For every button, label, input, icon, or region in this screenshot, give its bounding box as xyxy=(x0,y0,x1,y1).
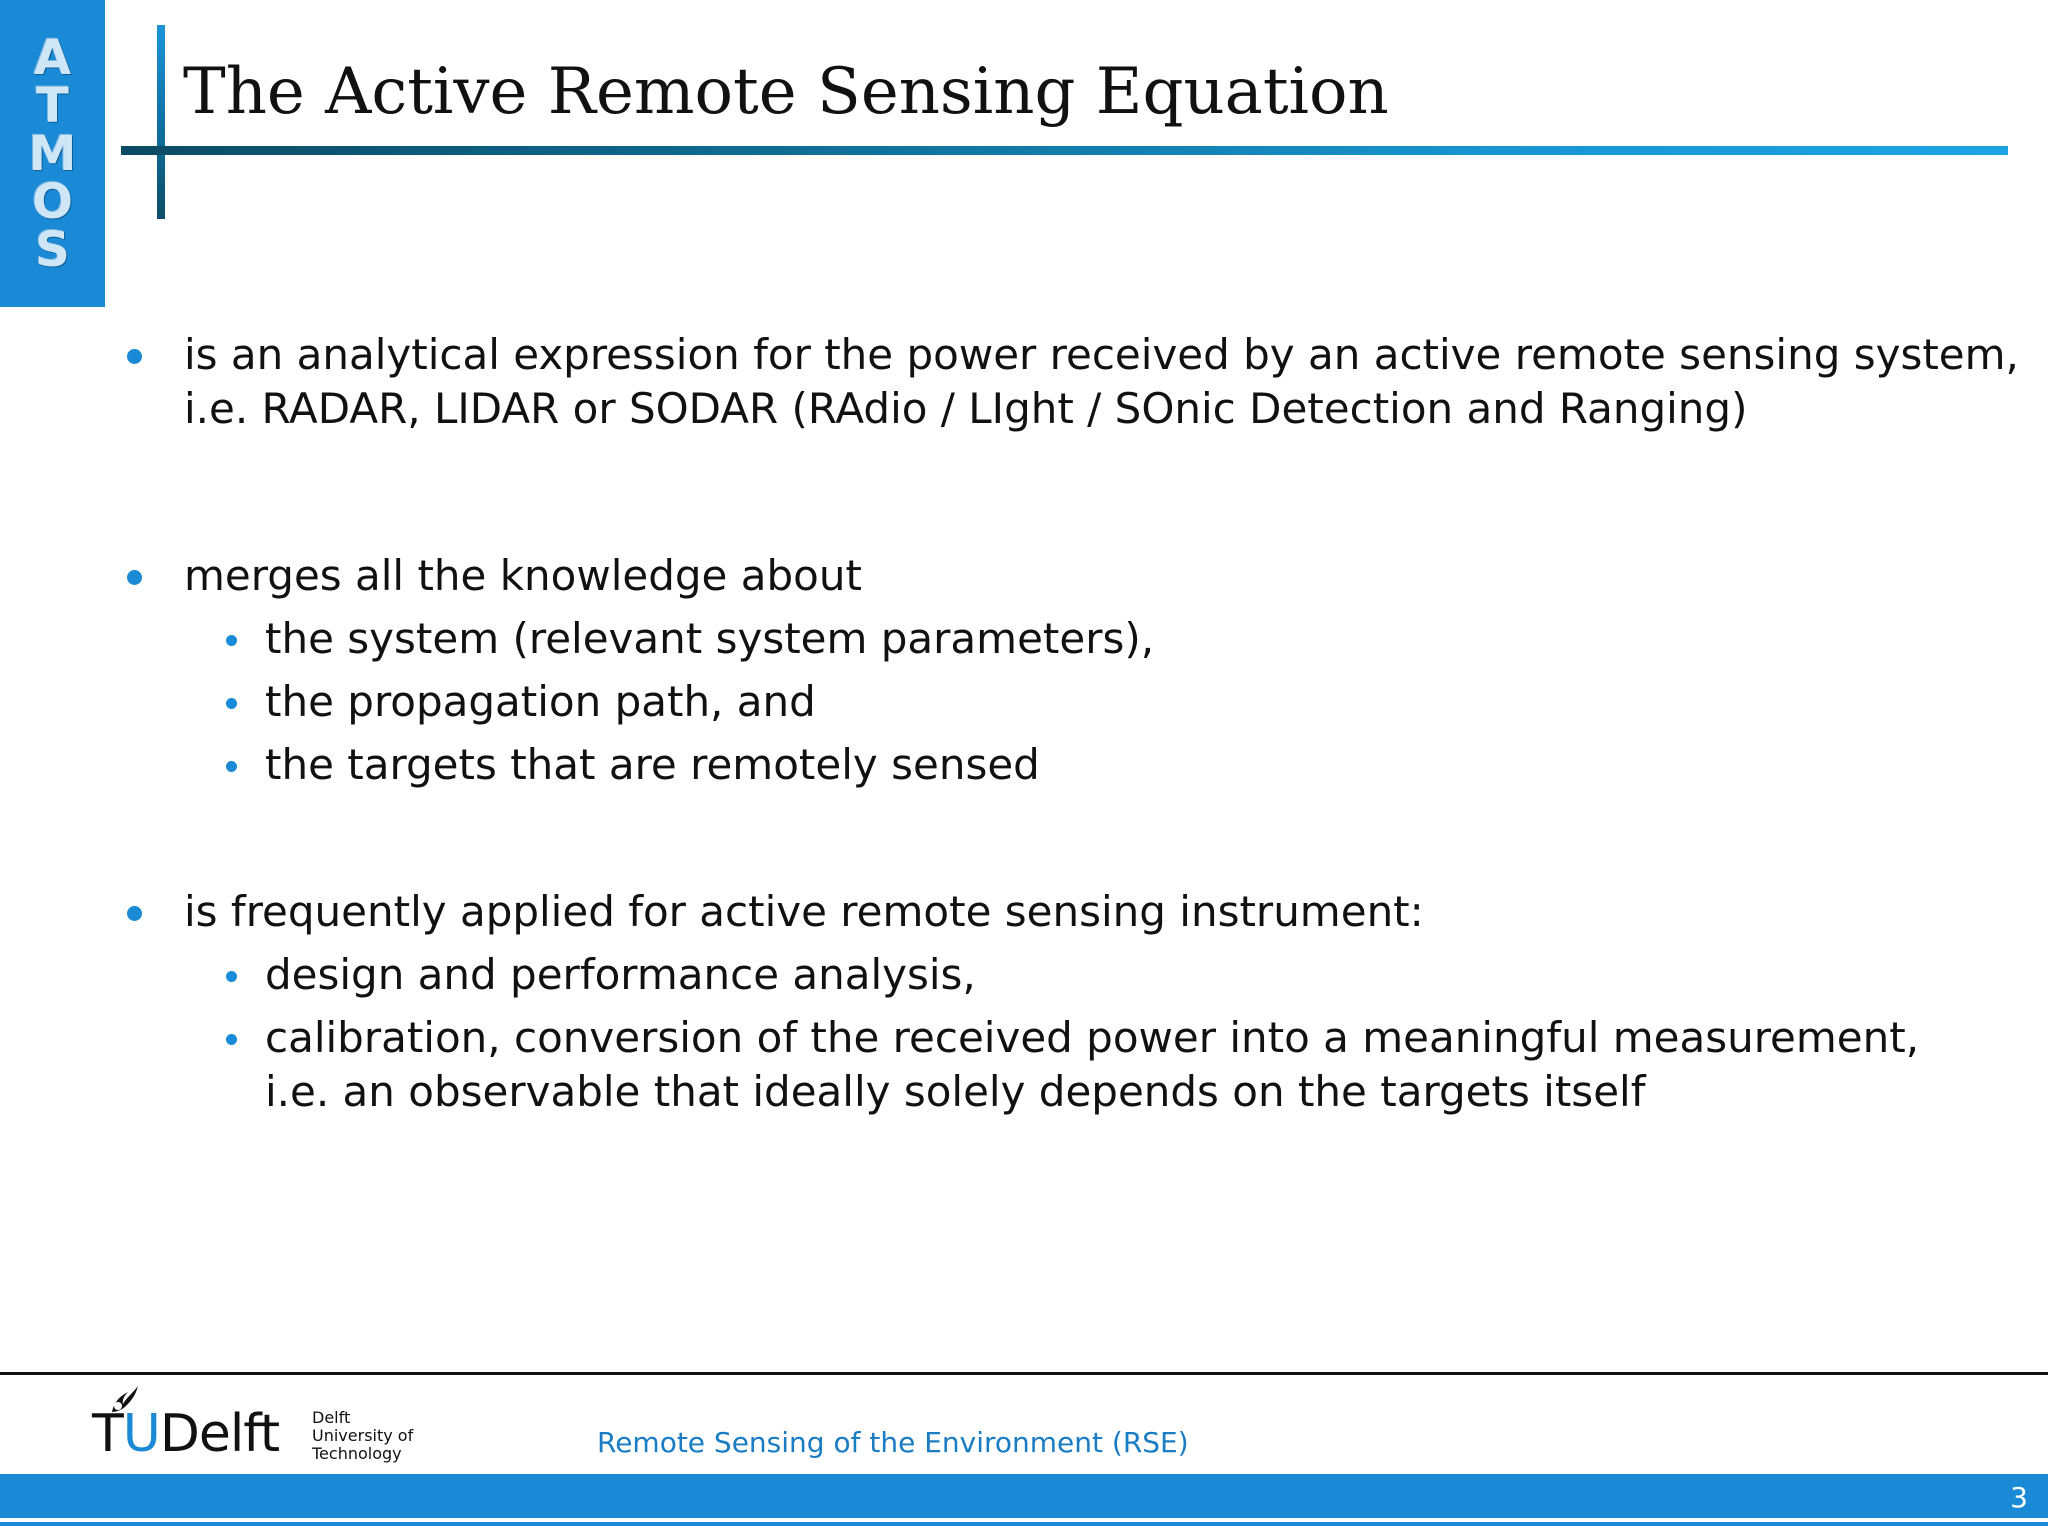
course-name: Remote Sensing of the Environment (RSE) xyxy=(597,1426,1189,1459)
logo-delft: Delft xyxy=(159,1404,280,1464)
sub-bullet-dot-icon xyxy=(226,761,237,772)
sub-bullet-text-continuation: i.e. an observable that ideally solely depends on the targets itself xyxy=(265,1067,1646,1116)
logo-subtitle xyxy=(312,1409,413,1463)
title-underline-bar xyxy=(121,146,2008,155)
atmos-letter: O xyxy=(32,173,73,230)
logo-sub-line: Technology xyxy=(312,1444,402,1463)
atmos-badge xyxy=(0,0,105,307)
page-number: 3 xyxy=(2010,1481,2028,1514)
bullet-text: merges all the knowledge about xyxy=(184,551,862,600)
sub-bullet-dot-icon xyxy=(226,971,237,982)
atmos-letter: A xyxy=(33,29,72,86)
footer-bar-thin xyxy=(0,1522,2048,1526)
tudelft-logo xyxy=(92,1382,422,1462)
atmos-letter: M xyxy=(28,125,77,182)
atmos-letter: T xyxy=(36,77,69,134)
bullet-text-continuation: i.e. RADAR, LIDAR or SODAR (RAdio / LIght / SOnic Detection and Ranging) xyxy=(184,384,1748,433)
bullet-dot-icon xyxy=(127,349,142,364)
slide-title: The Active Remote Sensing Equation xyxy=(183,55,1389,129)
logo-sub-line: University of xyxy=(312,1426,414,1445)
sub-bullet-text: the targets that are remotely sensed xyxy=(265,740,1040,789)
logo-t: T xyxy=(92,1404,123,1464)
logo-u: U xyxy=(122,1404,160,1464)
bullet-text: is an analytical expression for the power received by an active remote sensing system, xyxy=(184,330,2019,379)
sub-bullet-dot-icon xyxy=(226,635,237,646)
footer-divider xyxy=(0,1372,2048,1375)
sub-bullet-dot-icon xyxy=(226,698,237,709)
title-vertical-bar xyxy=(157,25,165,219)
bullet-dot-icon xyxy=(127,570,142,585)
logo-wordmark xyxy=(92,1406,279,1462)
sub-bullet-text: the system (relevant system parameters), xyxy=(265,614,1155,663)
sub-bullet-text: calibration, conversion of the received power into a meaningful measurement, xyxy=(265,1013,1920,1062)
bullet-dot-icon xyxy=(127,906,142,921)
sub-bullet-text: design and performance analysis, xyxy=(265,950,976,999)
footer-bar xyxy=(0,1474,2048,1518)
sub-bullet-text: the propagation path, and xyxy=(265,677,816,726)
sub-bullet-dot-icon xyxy=(226,1034,237,1045)
atmos-letter: S xyxy=(35,221,70,278)
bullet-text: is frequently applied for active remote sensing instrument: xyxy=(184,887,1424,936)
logo-sub-line: Delft xyxy=(312,1408,351,1427)
